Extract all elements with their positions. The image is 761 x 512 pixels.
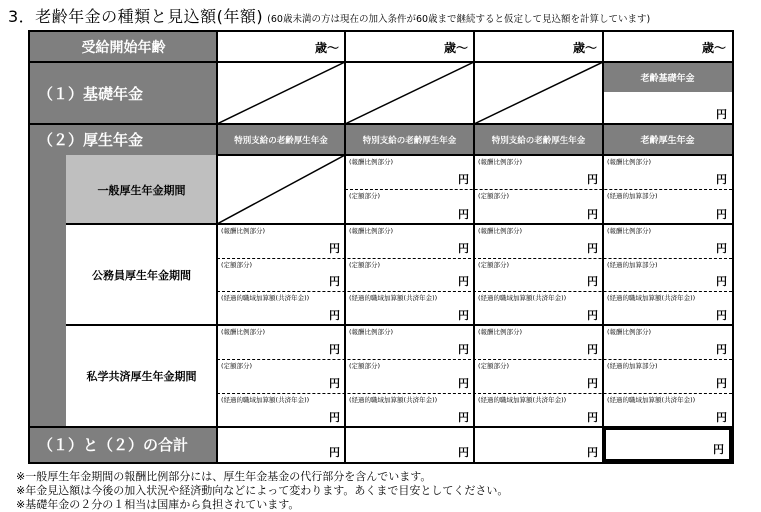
grid-line: [30, 123, 732, 125]
start-age-label: 受給開始年齢: [81, 40, 166, 56]
dashed-separator: [345, 189, 732, 190]
age-cell-2: [345, 32, 474, 62]
dashed-separator: [217, 359, 732, 360]
age-suffix-1: 歳～: [314, 40, 339, 55]
yen-label: 円: [329, 309, 340, 322]
basic-col4-label: 老齢基礎年金: [640, 73, 695, 84]
row-basic-label: [30, 62, 217, 124]
section-title: [8, 4, 650, 27]
kosei-side-strip: [30, 155, 66, 427]
public-period-label: [66, 224, 217, 325]
general-col1-diagonal: [217, 155, 345, 224]
yen-label: 円: [587, 309, 598, 322]
slot-label: (報酬比例部分): [221, 227, 266, 235]
yen-label: 円: [716, 242, 727, 255]
private-col3-teigaku: [474, 359, 603, 393]
yen-label: 円: [587, 343, 598, 356]
age-cell-1: [217, 32, 345, 62]
slot-label: (報酬比例部分): [478, 158, 523, 166]
yen-label: 円: [716, 377, 727, 390]
private-period-label: [66, 325, 217, 427]
yen-label: 円: [587, 377, 598, 390]
private-col3-hoshu: [474, 325, 603, 359]
private-col4-kyosai: [603, 393, 732, 427]
age-suffix-3: 歳～: [572, 40, 597, 55]
kosei-col2-header: [345, 124, 474, 155]
general-period-text: 一般厚生年金期間: [97, 183, 186, 197]
dashed-separator: [217, 393, 732, 394]
public-col3-kyosai: [474, 291, 603, 325]
private-col1-hoshu: [217, 325, 345, 359]
dashed-separator: [217, 258, 732, 259]
slot-label: (報酬比例部分): [349, 158, 394, 166]
slot-label: (定額部分): [478, 261, 510, 269]
slot-label: (定額部分): [349, 192, 381, 200]
slot-label: (報酬比例部分): [349, 328, 394, 336]
grid-line: [66, 324, 732, 326]
basic-diagonal-cells: [217, 62, 603, 124]
public-period-text: 公務員厚生年金期間: [92, 268, 191, 282]
age-cell-3: [474, 32, 603, 62]
basic-col4-amount: [603, 92, 732, 124]
slot-label: (報酬比例部分): [607, 227, 652, 235]
basic-col4-header: [603, 62, 732, 92]
private-col1-kyosai: [217, 393, 345, 427]
public-col2-teigaku: [345, 258, 474, 291]
private-col4-hoshu: [603, 325, 732, 359]
total-col3: [474, 427, 603, 462]
slot-label: (経過的職域加算額(共済年金)): [607, 396, 696, 404]
public-col1-teigaku: [217, 258, 345, 291]
private-col3-kyosai: [474, 393, 603, 427]
slot-label: (報酬比例部分): [221, 328, 266, 336]
yen-label: 円: [329, 377, 340, 390]
slot-label: (報酬比例部分): [349, 227, 394, 235]
yen-label: 円: [716, 411, 727, 424]
yen-label: 円: [458, 173, 469, 186]
yen-label: 円: [716, 108, 727, 121]
yen-label: 円: [329, 411, 340, 424]
grid-line: [344, 32, 346, 462]
total-col4: [603, 427, 732, 462]
public-col4-kyosai: [603, 291, 732, 325]
slot-label: (定額部分): [221, 362, 253, 370]
public-col4-hoshu: [603, 224, 732, 258]
yen-label: 円: [329, 242, 340, 255]
kosei-col4-header: [603, 124, 732, 155]
yen-label: 円: [716, 309, 727, 322]
total-col2: [345, 427, 474, 462]
slot-label: (定額部分): [478, 362, 510, 370]
public-col1-hoshu: [217, 224, 345, 258]
slot-label: (経過的加算部分): [607, 261, 658, 269]
yen-label: 円: [329, 275, 340, 288]
general-col3-hoshu: [474, 155, 603, 189]
slot-label: (報酬比例部分): [478, 227, 523, 235]
yen-label: 円: [458, 208, 469, 221]
yen-label: 円: [329, 446, 340, 459]
kosei-col3-label: 特別支給の老齢厚生年金: [491, 135, 586, 146]
yen-label: 円: [716, 275, 727, 288]
kosei-col2-label: 特別支給の老齢厚生年金: [362, 135, 457, 146]
general-col2-hoshu: [345, 155, 474, 189]
slot-label: (経過的職域加算額(共済年金)): [221, 294, 310, 302]
yen-label: 円: [458, 309, 469, 322]
row-total-text: （１）と（２）の合計: [38, 436, 189, 454]
kosei-col3-header: [474, 124, 603, 155]
general-col2-teigaku: [345, 189, 474, 224]
general-col4-keika: [603, 189, 732, 224]
footnote-2: ※年金見込額は今後の加入状況や経済動向などによって変わります。あくまで目安としてください。: [16, 484, 509, 497]
public-col3-teigaku: [474, 258, 603, 291]
slot-label: (経過的職域加算額(共済年金)): [349, 396, 438, 404]
private-col2-kyosai: [345, 393, 474, 427]
title-main: 3．老齢年金の種類と見込額(年額): [8, 7, 264, 26]
row-kosei-text: （２）厚生年金: [38, 131, 144, 149]
yen-label: 円: [587, 173, 598, 186]
row-total-label: [30, 427, 217, 462]
private-col1-teigaku: [217, 359, 345, 393]
yen-label: 円: [713, 443, 724, 456]
age-suffix-2: 歳～: [443, 40, 468, 55]
private-period-text: 私学共済厚生年金期間: [86, 370, 197, 383]
kosei-col4-label: 老齢厚生年金: [640, 136, 695, 146]
general-col4-hoshu: [603, 155, 732, 189]
grid-line: [30, 426, 732, 428]
grid-line: [30, 61, 732, 63]
slot-label: (経過的加算部分): [607, 362, 658, 370]
total-col1: [217, 427, 345, 462]
private-col2-hoshu: [345, 325, 474, 359]
slot-label: (定額部分): [478, 192, 510, 200]
yen-label: 円: [458, 411, 469, 424]
slot-label: (経過的職域加算額(共済年金)): [607, 294, 696, 302]
slot-label: (報酬比例部分): [478, 328, 523, 336]
yen-label: 円: [716, 208, 727, 221]
general-period-label: [66, 155, 217, 224]
age-cell-4: [603, 32, 732, 62]
yen-label: 円: [329, 343, 340, 356]
age-suffix-4: 歳～: [701, 40, 726, 55]
public-col1-kyosai: [217, 291, 345, 325]
grid-line: [66, 223, 732, 225]
slot-label: (経過的職域加算額(共済年金)): [478, 294, 567, 302]
row-basic-text: （１）基礎年金: [38, 84, 144, 103]
footnote-3: ※基礎年金の２分の１相当は国庫から負担されています。: [16, 498, 300, 511]
grid-line: [216, 32, 218, 462]
slot-label: (経過的職域加算額(共済年金)): [478, 396, 567, 404]
yen-label: 円: [458, 275, 469, 288]
kosei-col1-label: 特別支給の老齢厚生年金: [234, 135, 328, 146]
yen-label: 円: [587, 208, 598, 221]
kosei-col1-header: [217, 124, 345, 155]
public-col2-hoshu: [345, 224, 474, 258]
yen-label: 円: [716, 343, 727, 356]
row-kosei-label: [30, 124, 217, 155]
yen-label: 円: [458, 377, 469, 390]
start-age-header: [30, 32, 217, 62]
grid-line: [473, 32, 475, 462]
public-col3-hoshu: [474, 224, 603, 258]
slot-label: (報酬比例部分): [607, 328, 652, 336]
slot-label: (定額部分): [349, 362, 381, 370]
yen-label: 円: [458, 446, 469, 459]
slot-label: (定額部分): [349, 261, 381, 269]
dashed-separator: [217, 291, 732, 292]
yen-label: 円: [587, 242, 598, 255]
slot-label: (経過的職域加算額(共済年金)): [221, 396, 310, 404]
yen-label: 円: [458, 242, 469, 255]
slot-label: (経過的職域加算額(共済年金)): [349, 294, 438, 302]
yen-label: 円: [458, 343, 469, 356]
public-col2-kyosai: [345, 291, 474, 325]
public-col4-keika: [603, 258, 732, 291]
yen-label: 円: [716, 173, 727, 186]
yen-label: 円: [587, 275, 598, 288]
footnote-1: ※一般厚生年金期間の報酬比例部分には、厚生年金基金の代行部分を含んでいます。: [16, 470, 432, 483]
yen-label: 円: [587, 446, 598, 459]
private-col4-keika: [603, 359, 732, 393]
title-note: (60歳未満の方は現在の加入条件が60歳まで継続すると仮定して見込額を計算しています): [267, 14, 651, 25]
general-col3-teigaku: [474, 189, 603, 224]
yen-label: 円: [587, 411, 598, 424]
grid-line: [602, 32, 604, 462]
slot-label: (経過的加算部分): [607, 192, 658, 200]
slot-label: (定額部分): [221, 261, 253, 269]
private-col2-teigaku: [345, 359, 474, 393]
slot-label: (報酬比例部分): [607, 158, 652, 166]
